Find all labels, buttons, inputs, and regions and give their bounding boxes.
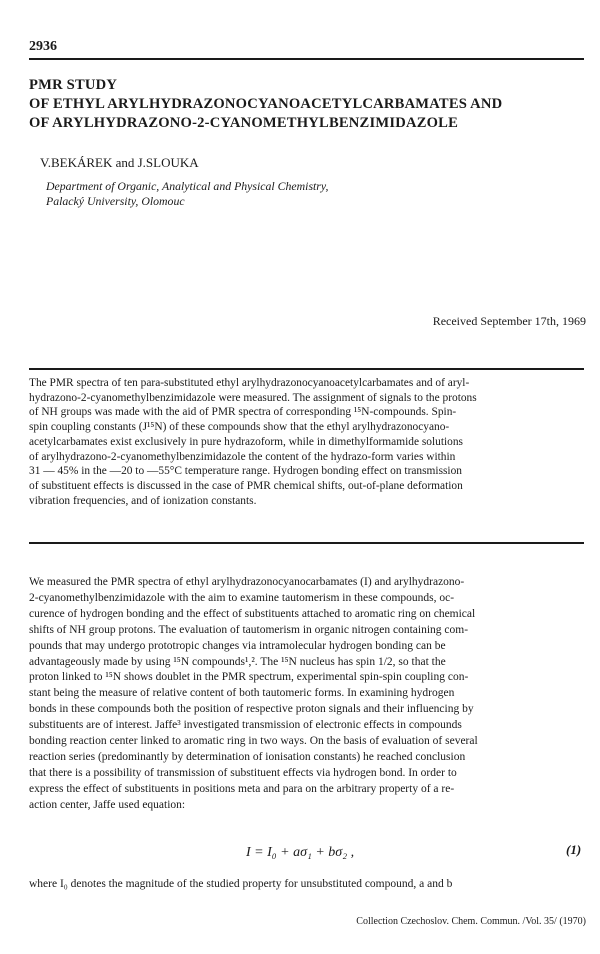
body-line: pounds that may undergo prototropic changes via intramolecular hydrogen bonding can be (29, 639, 446, 652)
authors: V.BEKÁREK and J.SLOUKA (40, 155, 199, 170)
abstract-line: acetylcarbamates exist exclusively in pure hydrazoform, while in dimethylformamide solutions (29, 435, 463, 448)
abstract (29, 376, 584, 508)
journal-footer: Collection Czechoslov. Chem. Commun. /Vol. 35/ (1970) (356, 916, 586, 927)
body-line: that there is a possibility of transmission of substituent effects via hydrogen bond. In order to (29, 766, 457, 779)
abstract-line: The PMR spectra of ten para-substituted ethyl arylhydrazonocyanoacetylcarbamates and of aryl- (29, 377, 470, 389)
body-line: bonds in these compounds both the position of respective proton signals and their influencing by (29, 703, 474, 716)
body-line: advantageously made by using ¹⁵N compounds¹,². The ¹⁵N nucleus has spin 1/2, so that the (29, 655, 446, 668)
body-line: bonding reaction center linked to aromatic ring in two ways. On the basis of evaluation of several (29, 735, 478, 748)
title-line: OF ARYLHYDRAZONO-2-CYANOMETHYLBENZIMIDAZOLE (29, 115, 459, 131)
abstract-line: 31 — 45% in the —20 to —55°C temperature range. Hydrogen bonding effect on transmission (29, 465, 462, 478)
affiliation (46, 179, 328, 209)
body-continuation: where I₀ denotes the magnitude of the studied property for unsubstituted compound, a and b (29, 878, 453, 890)
equation-number: (1) (566, 842, 582, 857)
abstract-line: hydrazono-2-cyanomethylbenzimidazole were measured. The assignment of signals to the protons (29, 391, 477, 404)
body-line: stant being the measure of relative content of both tautomeric forms. In examining hydrogen (29, 687, 455, 700)
body-text (29, 575, 589, 814)
body-line: proton linked to ¹⁵N shows doublet in the PMR spectrum, experimental spin-spin coupling con- (29, 671, 469, 684)
abstract-line: of arylhydrazono-2-cyanomethylbenzimidazole the content of the hydrazo-form varies within (29, 450, 456, 463)
article-title (29, 76, 589, 133)
body-line: substituents are of interest. Jaffe³ investigated transmission of electronic effects in compounds (29, 719, 462, 732)
affiliation-line: Department of Organic, Analytical and Physical Chemistry, (46, 179, 329, 193)
body-line: express the effect of substituents in positions meta and para on the arbitrary property of a re- (29, 782, 455, 795)
abstract-top-rule (29, 368, 584, 370)
title-line: PMR STUDY (29, 77, 118, 93)
abstract-line: vibration frequencies, and of ionization constants. (29, 494, 257, 507)
affiliation-line: Palacký University, Olomouc (46, 194, 185, 208)
body-line: reaction series (predominantly by determination of ionisation constants) he reached conclusion (29, 750, 466, 763)
body-line: We measured the PMR spectra of ethyl arylhydrazonocyanocarbamates (I) and arylhydrazono- (29, 576, 465, 588)
header-rule (29, 58, 584, 60)
abstract-line: of substituent effects is discussed in the case of PMR chemical shifts, out-of-plane deformation (29, 479, 463, 492)
body-line: action center, Jaffe used equation: (29, 798, 186, 811)
received-date: Received September 17th, 1969 (432, 314, 586, 328)
equation: I = I₀ + aσ₁ + bσ₂ , (246, 845, 355, 860)
body-line: shifts of NH group protons. The evaluation of tautomerism in organic nitrogen containing com- (29, 623, 469, 636)
abstract-line: of NH groups was made with the aid of PMR spectra of corresponding ¹⁵N-compounds. Spin- (29, 406, 457, 419)
body-line: curence of hydrogen bonding and the effect of substituents attached to aromatic ring on chemical (29, 607, 476, 620)
page-number: 2936 (29, 39, 57, 54)
body-line: 2-cyanomethylbenzimidazole with the aim to examine tautomerism in these compounds, oc- (29, 591, 455, 604)
abstract-line: spin coupling constants (J¹⁵N) of these compounds show that the ethyl arylhydrazonocyano- (29, 421, 450, 434)
title-line: OF ETHYL ARYLHYDRAZONOCYANOACETYLCARBAMATES AND (29, 96, 503, 112)
abstract-bottom-rule (29, 542, 584, 544)
